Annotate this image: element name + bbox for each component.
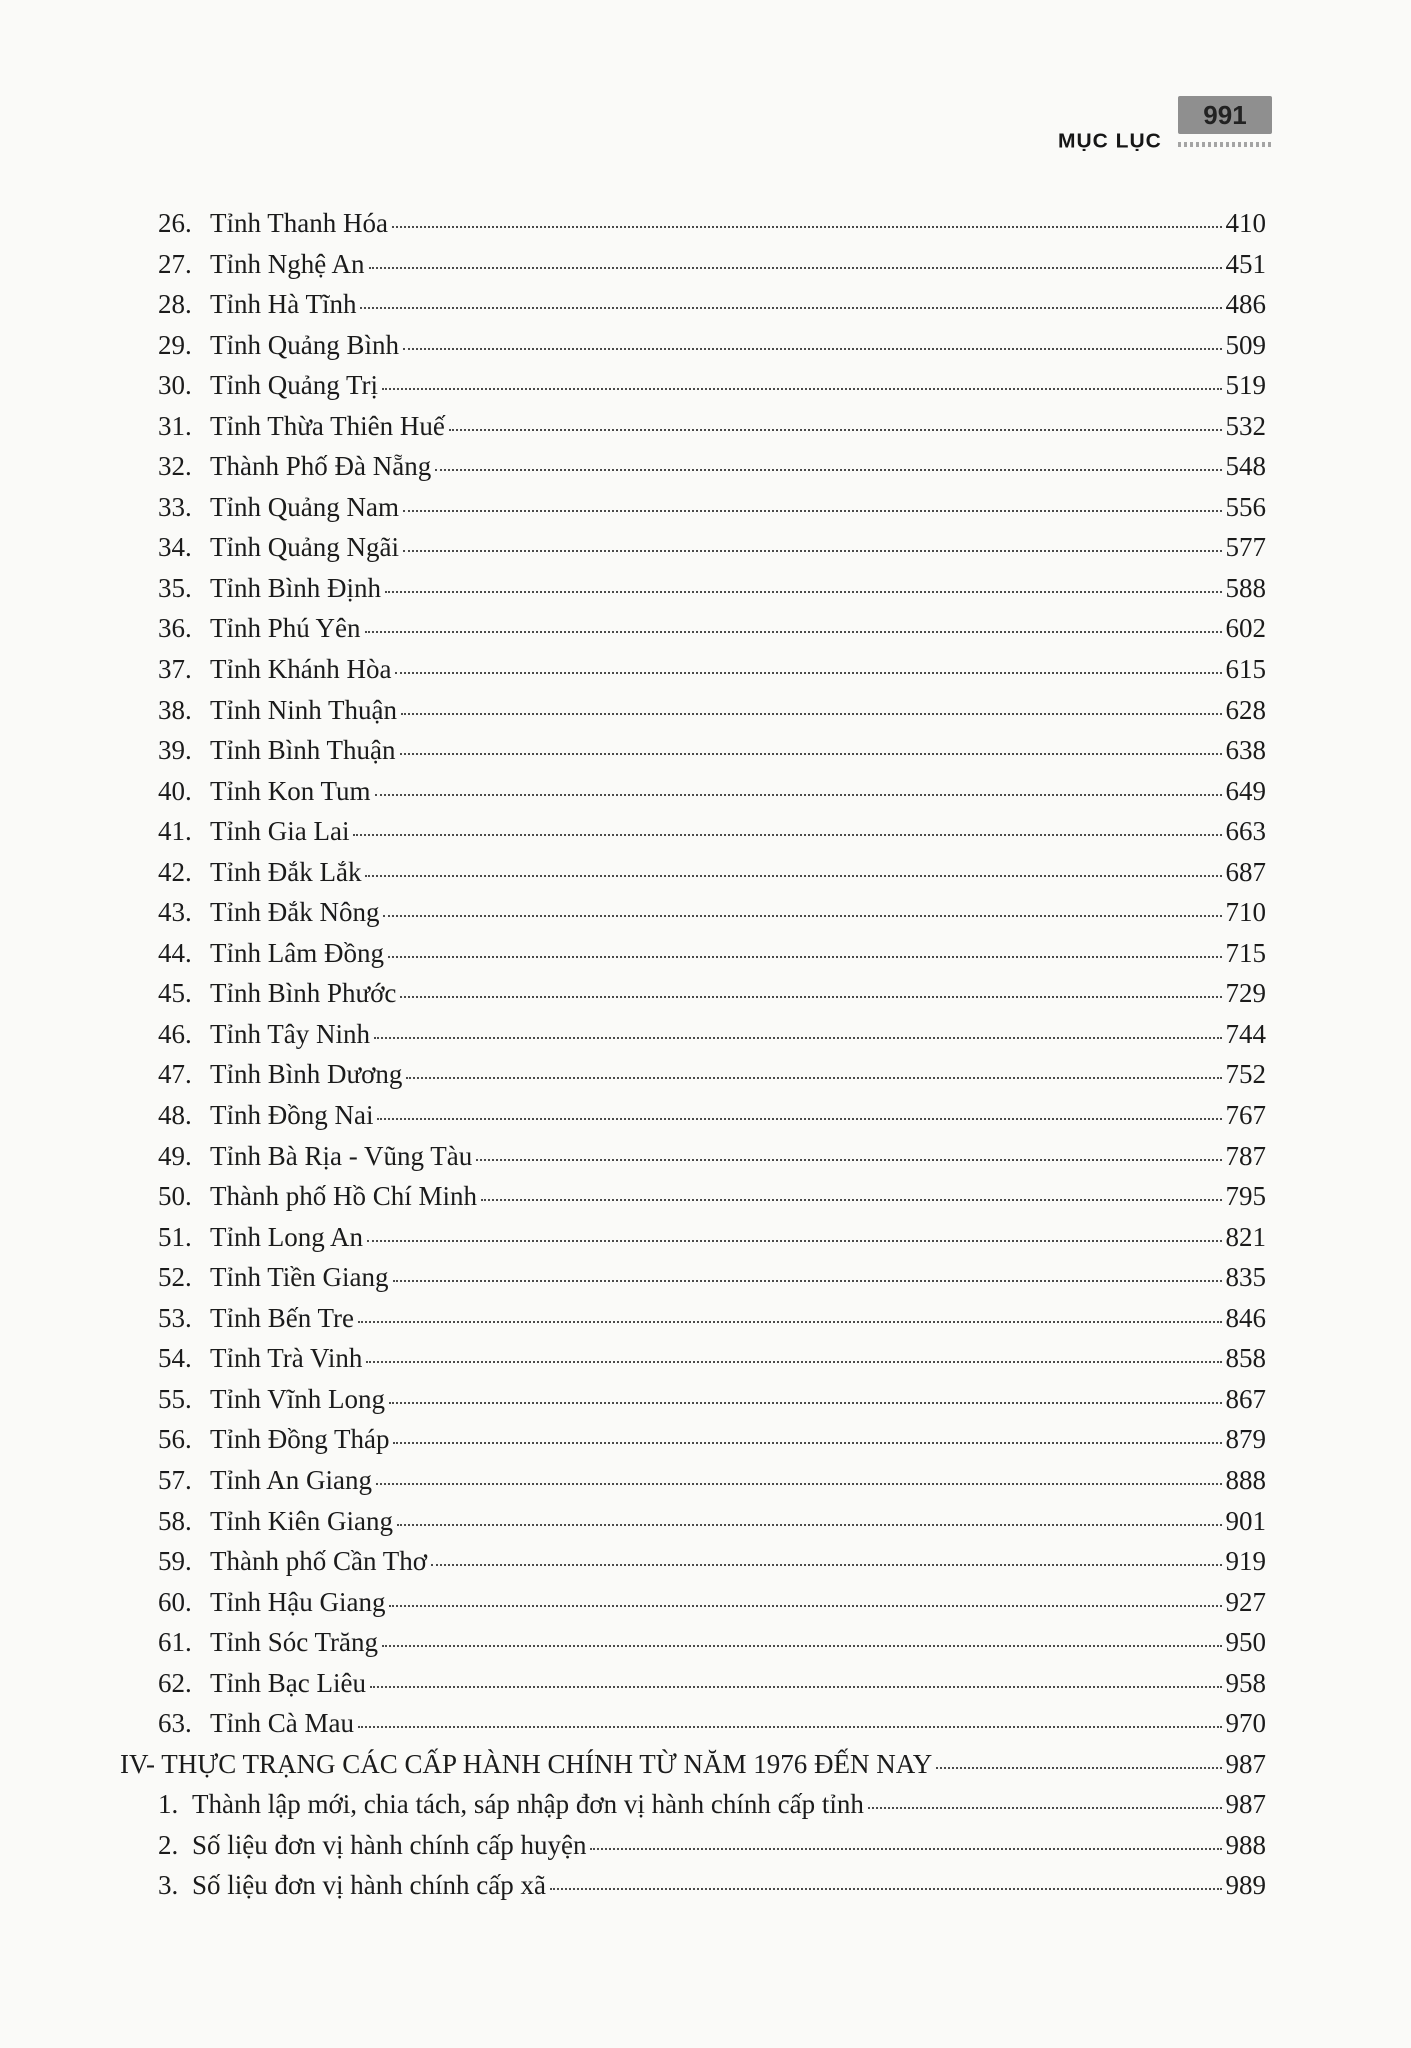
toc-entry-number: 37. (158, 654, 192, 685)
toc-entry-number: 63. (158, 1708, 192, 1739)
toc-entry-number: 27. (158, 248, 192, 279)
toc-entry (158, 1140, 1266, 1184)
toc-entry-page: 879 (1225, 1424, 1266, 1455)
toc-entry-page: 988 (1225, 1829, 1266, 1860)
leader-dots (389, 1605, 1221, 1607)
toc-entry-number: 56. (158, 1424, 192, 1455)
toc-entry-title: Tỉnh Trà Vinh (210, 1343, 363, 1374)
toc-entry-number: 44. (158, 937, 192, 968)
toc-entry (158, 737, 1266, 778)
toc-entry-number: 41. (158, 816, 192, 847)
toc-entry-number: 62. (158, 1667, 192, 1698)
toc-entry-number: 43. (158, 897, 192, 928)
leader-dots (868, 1807, 1222, 1809)
toc-entry-number: 26. (158, 208, 192, 238)
toc-entry-page: 410 (1225, 208, 1266, 238)
leader-dots (392, 226, 1222, 228)
toc-entry-title: Số liệu đơn vị hành chính cấp huyện (192, 1829, 587, 1860)
toc-entry-page: 509 (1225, 329, 1266, 360)
toc-entry-page: 970 (1225, 1708, 1266, 1739)
toc-entry-number: 38. (158, 694, 192, 725)
toc-entry-page: 486 (1225, 289, 1266, 320)
toc-entry-number: 48. (158, 1100, 192, 1131)
leader-dots (481, 1199, 1222, 1201)
toc-entry (158, 372, 1266, 413)
toc-entry-page: 638 (1225, 735, 1266, 766)
leader-dots (400, 753, 1222, 755)
table-of-contents (120, 208, 1266, 1913)
leader-dots (388, 956, 1222, 958)
toc-entry-page: 901 (1225, 1505, 1266, 1536)
toc-entry-title: Tỉnh Hậu Giang (210, 1586, 386, 1617)
toc-entry-title: Tỉnh Bình Dương (210, 1059, 403, 1090)
page-number: 991 (1203, 100, 1247, 130)
toc-entry-page: 767 (1225, 1100, 1266, 1131)
toc-entry-page: 919 (1225, 1546, 1266, 1577)
toc-entry-number: 52. (158, 1262, 192, 1293)
toc-entry-title: Tỉnh Phú Yên (210, 613, 361, 644)
toc-entry-number: 60. (158, 1586, 192, 1617)
toc-entry-title: Tỉnh Cà Mau (210, 1708, 354, 1739)
toc-entry-title: Tỉnh Hà Tĩnh (210, 289, 357, 320)
leader-dots (550, 1888, 1222, 1890)
toc-entry-title: Tỉnh Khánh Hòa (210, 654, 392, 685)
toc-entry-number: 31. (158, 410, 192, 441)
toc-entry (158, 1102, 1266, 1143)
toc-entry-page: 752 (1225, 1059, 1266, 1090)
leader-dots (393, 1280, 1222, 1282)
toc-entry (158, 1264, 1266, 1305)
toc-entry-page: 588 (1225, 572, 1266, 603)
toc-entry-number: 50. (158, 1181, 192, 1212)
toc-entry-number: 3. (158, 1870, 179, 1901)
toc-entry (158, 1345, 1266, 1386)
running-head-title: MỤC LỤC (1058, 130, 1162, 153)
leader-dots (403, 348, 1222, 350)
toc-entry-number: 42. (158, 856, 192, 887)
leader-dots (382, 1645, 1221, 1647)
toc-entry-page: 795 (1225, 1181, 1266, 1212)
toc-entry (158, 534, 1266, 575)
toc-entry-number: 55. (158, 1383, 192, 1414)
toc-entry-page: 927 (1225, 1586, 1266, 1617)
toc-entry-number: 54. (158, 1343, 192, 1374)
toc-entry-number: 47. (158, 1059, 192, 1090)
toc-entry-title: Tỉnh Bà Rịa - Vũng Tàu (210, 1140, 473, 1171)
leader-dots (435, 469, 1221, 471)
toc-entry-page: 787 (1225, 1140, 1266, 1171)
toc-entry-page: 858 (1225, 1343, 1266, 1374)
toc-section-entry (116, 1748, 1266, 1792)
toc-entry-title: Tỉnh Nghệ An (210, 248, 365, 279)
toc-entry (158, 1018, 1266, 1062)
leader-dots (936, 1767, 1221, 1769)
toc-entry (158, 937, 1266, 981)
leader-dots (353, 834, 1221, 836)
toc-entry (158, 694, 1266, 738)
toc-entry-page: 649 (1225, 775, 1266, 806)
toc-entry-page: 989 (1225, 1870, 1266, 1901)
toc-entry-title: Tỉnh Kiên Giang (210, 1505, 393, 1536)
toc-entry-number: 39. (158, 735, 192, 766)
toc-entry-page: 987 (1225, 1789, 1266, 1820)
toc-entry (158, 1383, 1266, 1427)
toc-subentry (158, 1791, 1266, 1832)
toc-entry-number: 29. (158, 329, 192, 360)
toc-entry-page: 451 (1225, 248, 1266, 279)
toc-entry-number: 58. (158, 1505, 192, 1536)
toc-entry-number: 1. (158, 1789, 179, 1820)
toc-entry-number: 32. (158, 451, 192, 482)
toc-entry-page: 602 (1225, 613, 1266, 644)
toc-entry (158, 856, 1266, 900)
toc-entry-title: Tỉnh Đắk Lắk (210, 856, 362, 887)
toc-entry-number: 34. (158, 532, 192, 563)
toc-entry-page: 710 (1225, 897, 1266, 928)
toc-entry (158, 248, 1266, 292)
toc-entry-title: Tỉnh Thanh Hóa (210, 208, 388, 238)
leader-dots (369, 267, 1222, 269)
toc-entry-number: 59. (158, 1546, 192, 1577)
toc-entry-title: Tỉnh Đồng Nai (210, 1100, 374, 1131)
toc-entry-title: Tỉnh Bình Thuận (210, 735, 396, 766)
toc-entry-page: 744 (1225, 1018, 1266, 1049)
toc-entry (158, 1426, 1266, 1467)
leader-dots (377, 1118, 1221, 1120)
toc-entry (158, 410, 1266, 454)
toc-entry-page: 548 (1225, 451, 1266, 482)
toc-entry-title: Tỉnh Gia Lai (210, 816, 350, 847)
toc-entry-page: 835 (1225, 1262, 1266, 1293)
leader-dots (358, 1726, 1222, 1728)
leader-dots (358, 1321, 1221, 1323)
toc-entry-number: 46. (158, 1018, 192, 1049)
toc-entry-number: 35. (158, 572, 192, 603)
toc-entry-number: 30. (158, 370, 192, 401)
toc-entry-number: 33. (158, 491, 192, 522)
toc-entry-title: Tỉnh Vĩnh Long (210, 1383, 385, 1414)
leader-dots (393, 1442, 1221, 1444)
toc-entry (158, 1302, 1266, 1346)
toc-entry-page: 532 (1225, 410, 1266, 441)
leader-dots (389, 1402, 1222, 1404)
toc-entry-title: Tỉnh Ninh Thuận (210, 694, 397, 725)
leader-dots (376, 1483, 1222, 1485)
toc-entry-page: 950 (1225, 1627, 1266, 1658)
toc-entry-page: 628 (1225, 694, 1266, 725)
toc-entry (158, 1183, 1266, 1224)
leader-dots (375, 794, 1222, 796)
toc-entry-number: 40. (158, 775, 192, 806)
toc-entry-page: 663 (1225, 816, 1266, 847)
toc-entry-number: 45. (158, 978, 192, 1009)
leader-dots (383, 915, 1221, 917)
toc-entry-title: Tỉnh Đồng Tháp (210, 1424, 390, 1455)
leader-dots (403, 550, 1222, 552)
toc-entry-page: 846 (1225, 1302, 1266, 1333)
leader-dots (366, 1361, 1221, 1363)
toc-entry (158, 980, 1266, 1021)
toc-entry-page: 888 (1225, 1464, 1266, 1495)
toc-entry-page: 867 (1225, 1383, 1266, 1414)
toc-section-title: IV- THỰC TRẠNG CÁC CẤP HÀNH CHÍNH TỪ NĂM 1976 ĐẾN NAY (120, 1748, 933, 1779)
toc-entry-title: Tỉnh Bình Định (210, 572, 382, 603)
toc-entry (158, 1505, 1266, 1549)
toc-entry-title: Tỉnh Tây Ninh (210, 1018, 370, 1049)
leader-dots (367, 1240, 1222, 1242)
toc-entry-title: Tỉnh Quảng Trị (210, 370, 379, 401)
toc-entry (158, 1548, 1266, 1589)
toc-entry-title: Tỉnh Sóc Trăng (210, 1627, 379, 1658)
toc-entry (158, 1586, 1266, 1630)
toc-entry (158, 291, 1266, 332)
toc-entry (158, 1221, 1266, 1265)
toc-entry-title: Thành phố Hồ Chí Minh (210, 1181, 477, 1212)
toc-entry-number: 36. (158, 613, 192, 644)
toc-entry (158, 1710, 1266, 1751)
toc-entry (158, 899, 1266, 940)
toc-entry-number: 49. (158, 1140, 192, 1171)
toc-entry-page: 615 (1225, 654, 1266, 685)
toc-entry-page: 687 (1225, 856, 1266, 887)
toc-entry-title: Tỉnh Đắk Nông (210, 897, 380, 928)
toc-entry-title: Số liệu đơn vị hành chính cấp xã (192, 1870, 546, 1901)
leader-dots (400, 996, 1221, 998)
toc-entry-title: Thành phố Cần Thơ (210, 1546, 428, 1577)
toc-entry (158, 329, 1266, 373)
toc-entry-title: Tỉnh Long An (210, 1221, 363, 1252)
leader-dots (590, 1848, 1221, 1850)
leader-dots (476, 1159, 1221, 1161)
page-header (1040, 96, 1280, 160)
toc-subentry (158, 1872, 1266, 1913)
leader-dots (395, 672, 1221, 674)
toc-entry (158, 775, 1266, 819)
page-number-badge (1178, 96, 1272, 134)
toc-entry-page: 556 (1225, 491, 1266, 522)
leader-dots (365, 875, 1221, 877)
leader-dots (449, 429, 1222, 431)
leader-dots (385, 591, 1221, 593)
toc-entry-title: Tỉnh Kon Tum (210, 775, 371, 806)
leader-dots (374, 1037, 1222, 1039)
toc-entry (158, 572, 1266, 616)
leader-dots (431, 1564, 1221, 1566)
toc-entry-page: 577 (1225, 532, 1266, 563)
toc-entry-number: 57. (158, 1464, 192, 1495)
toc-entry-number: 61. (158, 1627, 192, 1658)
leader-dots (397, 1524, 1222, 1526)
toc-entry (158, 818, 1266, 859)
toc-entry-page: 715 (1225, 937, 1266, 968)
toc-entry-title: Tỉnh Tiền Giang (210, 1262, 389, 1293)
toc-entry-page: 821 (1225, 1221, 1266, 1252)
toc-entry-title: Tỉnh Quảng Ngãi (210, 532, 399, 563)
toc-entry-title: Tỉnh An Giang (210, 1464, 372, 1495)
toc-section-page: 987 (1225, 1748, 1266, 1779)
toc-entry (158, 1667, 1266, 1711)
toc-entry-number: 2. (158, 1829, 179, 1860)
toc-entry-title: Tỉnh Lâm Đồng (210, 937, 384, 968)
toc-entry-title: Thành lập mới, chia tách, sáp nhập đơn vị hành chính cấp tỉnh (192, 1789, 864, 1820)
toc-entry-number: 51. (158, 1221, 192, 1252)
toc-entry (158, 656, 1266, 697)
toc-entry-number: 28. (158, 289, 192, 320)
toc-entry-title: Tỉnh Bến Tre (210, 1302, 355, 1333)
toc-entries (158, 210, 1266, 1751)
toc-entry-title: Tỉnh Bạc Liêu (210, 1667, 366, 1698)
toc-entry (158, 453, 1266, 494)
toc-entry-title: Thành Phố Đà Nẵng (210, 451, 432, 482)
toc-entry-page: 958 (1225, 1667, 1266, 1698)
toc-entry-number: 53. (158, 1302, 192, 1333)
leader-dots (370, 1686, 1222, 1688)
toc-entry (158, 1464, 1266, 1508)
leader-dots (365, 631, 1222, 633)
toc-entry (158, 210, 1266, 251)
toc-entry (158, 1629, 1266, 1670)
toc-entry (158, 491, 1266, 535)
toc-entry-title: Tỉnh Quảng Bình (210, 329, 399, 360)
toc-entry-page: 519 (1225, 370, 1266, 401)
header-rule (1178, 142, 1272, 147)
leader-dots (401, 713, 1222, 715)
toc-entry (158, 615, 1266, 656)
toc-subentry (158, 1829, 1266, 1873)
leader-dots (406, 1077, 1221, 1079)
toc-entry-title: Tỉnh Thừa Thiên Huế (210, 410, 445, 441)
leader-dots (382, 388, 1221, 390)
toc-entry-page: 729 (1225, 978, 1266, 1009)
toc-subentries (158, 1791, 1266, 1913)
leader-dots (403, 510, 1222, 512)
leader-dots (360, 307, 1221, 309)
toc-entry-title: Tỉnh Bình Phước (210, 978, 397, 1009)
toc-entry (158, 1061, 1266, 1102)
toc-entry-title: Tỉnh Quảng Nam (210, 491, 399, 522)
